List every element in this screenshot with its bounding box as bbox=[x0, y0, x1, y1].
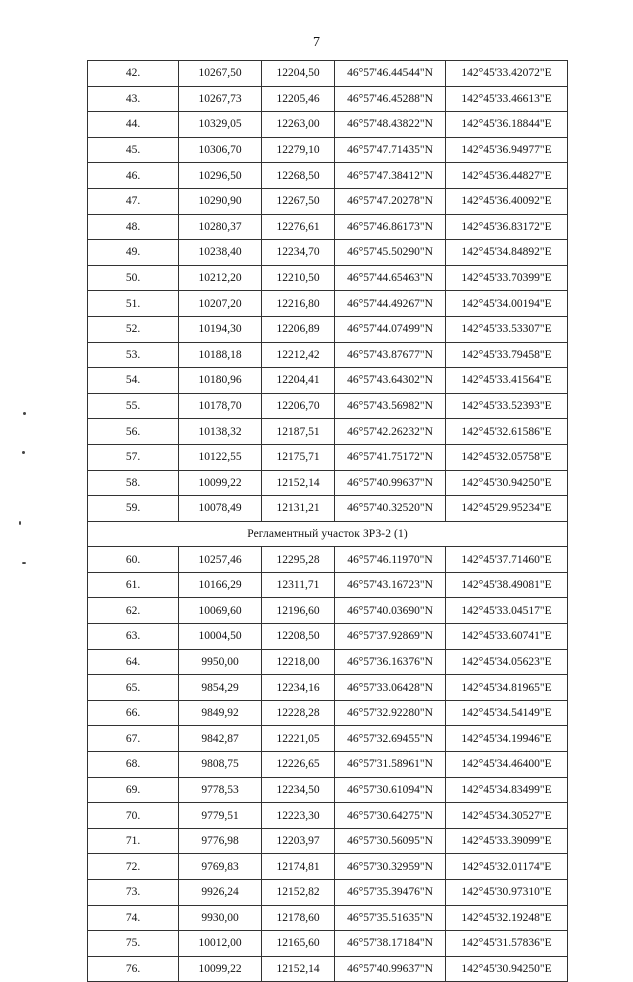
point-number-cell: 58. bbox=[88, 470, 179, 496]
table-row bbox=[88, 316, 568, 342]
table-row bbox=[88, 291, 568, 317]
x-coordinate-cell: 9926,24 bbox=[179, 880, 262, 906]
x-coordinate-cell: 9842,87 bbox=[179, 726, 262, 752]
point-number-cell: 61. bbox=[88, 572, 179, 598]
longitude-cell: 142°45'33.52393"E bbox=[446, 393, 568, 419]
y-coordinate-cell: 12234,70 bbox=[262, 240, 335, 266]
y-coordinate-cell: 12311,71 bbox=[262, 572, 335, 598]
point-number-cell: 54. bbox=[88, 368, 179, 394]
table-row bbox=[88, 931, 568, 957]
x-coordinate-cell: 10194,30 bbox=[179, 316, 262, 342]
point-number-cell: 51. bbox=[88, 291, 179, 317]
y-coordinate-cell: 12276,61 bbox=[262, 214, 335, 240]
y-coordinate-cell: 12196,60 bbox=[262, 598, 335, 624]
latitude-cell: 46°57'44.07499"N bbox=[335, 316, 446, 342]
table-row bbox=[88, 905, 568, 931]
point-number-cell: 43. bbox=[88, 86, 179, 112]
point-number-cell: 49. bbox=[88, 240, 179, 266]
longitude-cell: 142°45'34.81965"E bbox=[446, 675, 568, 701]
latitude-cell: 46°57'46.11970"N bbox=[335, 547, 446, 573]
longitude-cell: 142°45'36.40092"E bbox=[446, 188, 568, 214]
x-coordinate-cell: 10099,22 bbox=[179, 470, 262, 496]
table-row bbox=[88, 137, 568, 163]
y-coordinate-cell: 12152,82 bbox=[262, 880, 335, 906]
table-row bbox=[88, 777, 568, 803]
x-coordinate-cell: 10329,05 bbox=[179, 112, 262, 138]
table-row bbox=[88, 496, 568, 522]
x-coordinate-cell: 10069,60 bbox=[179, 598, 262, 624]
x-coordinate-cell: 10012,00 bbox=[179, 931, 262, 957]
y-coordinate-cell: 12174,81 bbox=[262, 854, 335, 880]
y-coordinate-cell: 12131,21 bbox=[262, 496, 335, 522]
y-coordinate-cell: 12203,97 bbox=[262, 828, 335, 854]
y-coordinate-cell: 12226,65 bbox=[262, 752, 335, 778]
x-coordinate-cell: 9854,29 bbox=[179, 675, 262, 701]
coordinates-table bbox=[87, 60, 568, 982]
coordinates-table-body-1 bbox=[88, 61, 568, 522]
table-row bbox=[88, 470, 568, 496]
table-row bbox=[88, 444, 568, 470]
longitude-cell: 142°45'37.71460"E bbox=[446, 547, 568, 573]
point-number-cell: 69. bbox=[88, 777, 179, 803]
longitude-cell: 142°45'30.94250"E bbox=[446, 470, 568, 496]
point-number-cell: 63. bbox=[88, 624, 179, 650]
y-coordinate-cell: 12234,50 bbox=[262, 777, 335, 803]
longitude-cell: 142°45'34.30527"E bbox=[446, 803, 568, 829]
longitude-cell: 142°45'34.46400"E bbox=[446, 752, 568, 778]
y-coordinate-cell: 12223,30 bbox=[262, 803, 335, 829]
point-number-cell: 46. bbox=[88, 163, 179, 189]
scan-artifact bbox=[22, 451, 25, 454]
latitude-cell: 46°57'40.99637"N bbox=[335, 956, 446, 982]
x-coordinate-cell: 10099,22 bbox=[179, 956, 262, 982]
page-number: 7 bbox=[313, 35, 320, 50]
x-coordinate-cell: 10238,40 bbox=[179, 240, 262, 266]
x-coordinate-cell: 10306,70 bbox=[179, 137, 262, 163]
y-coordinate-cell: 12152,14 bbox=[262, 956, 335, 982]
point-number-cell: 48. bbox=[88, 214, 179, 240]
point-number-cell: 52. bbox=[88, 316, 179, 342]
x-coordinate-cell: 10280,37 bbox=[179, 214, 262, 240]
latitude-cell: 46°57'38.17184"N bbox=[335, 931, 446, 957]
longitude-cell: 142°45'33.41564"E bbox=[446, 368, 568, 394]
latitude-cell: 46°57'48.43822"N bbox=[335, 112, 446, 138]
longitude-cell: 142°45'34.05623"E bbox=[446, 649, 568, 675]
x-coordinate-cell: 10212,20 bbox=[179, 265, 262, 291]
longitude-cell: 142°45'32.05758"E bbox=[446, 444, 568, 470]
y-coordinate-cell: 12221,05 bbox=[262, 726, 335, 752]
latitude-cell: 46°57'40.03690"N bbox=[335, 598, 446, 624]
section-header bbox=[88, 521, 568, 547]
latitude-cell: 46°57'30.61094"N bbox=[335, 777, 446, 803]
table-row bbox=[88, 598, 568, 624]
longitude-cell: 142°45'34.19946"E bbox=[446, 726, 568, 752]
latitude-cell: 46°57'30.56095"N bbox=[335, 828, 446, 854]
y-coordinate-cell: 12205,46 bbox=[262, 86, 335, 112]
point-number-cell: 72. bbox=[88, 854, 179, 880]
latitude-cell: 46°57'43.56982"N bbox=[335, 393, 446, 419]
section-header-row bbox=[88, 521, 568, 547]
x-coordinate-cell: 10122,55 bbox=[179, 444, 262, 470]
table-row bbox=[88, 854, 568, 880]
scan-artifact bbox=[23, 412, 26, 415]
longitude-cell: 142°45'34.84892"E bbox=[446, 240, 568, 266]
longitude-cell: 142°45'34.54149"E bbox=[446, 700, 568, 726]
y-coordinate-cell: 12165,60 bbox=[262, 931, 335, 957]
latitude-cell: 46°57'35.39476"N bbox=[335, 880, 446, 906]
y-coordinate-cell: 12234,16 bbox=[262, 675, 335, 701]
y-coordinate-cell: 12295,28 bbox=[262, 547, 335, 573]
point-number-cell: 56. bbox=[88, 419, 179, 445]
y-coordinate-cell: 12204,41 bbox=[262, 368, 335, 394]
point-number-cell: 71. bbox=[88, 828, 179, 854]
y-coordinate-cell: 12206,89 bbox=[262, 316, 335, 342]
latitude-cell: 46°57'47.20278"N bbox=[335, 188, 446, 214]
table-row bbox=[88, 726, 568, 752]
point-number-cell: 53. bbox=[88, 342, 179, 368]
latitude-cell: 46°57'43.87677"N bbox=[335, 342, 446, 368]
point-number-cell: 47. bbox=[88, 188, 179, 214]
table-row bbox=[88, 675, 568, 701]
x-coordinate-cell: 10178,70 bbox=[179, 393, 262, 419]
x-coordinate-cell: 10290,90 bbox=[179, 188, 262, 214]
latitude-cell: 46°57'31.58961"N bbox=[335, 752, 446, 778]
point-number-cell: 74. bbox=[88, 905, 179, 931]
longitude-cell: 142°45'36.44827"E bbox=[446, 163, 568, 189]
section-title: Регламентный участок ЗРЗ-2 (1) bbox=[88, 521, 568, 547]
table-row bbox=[88, 393, 568, 419]
table-row bbox=[88, 240, 568, 266]
longitude-cell: 142°45'33.53307"E bbox=[446, 316, 568, 342]
x-coordinate-cell: 9950,00 bbox=[179, 649, 262, 675]
latitude-cell: 46°57'37.92869"N bbox=[335, 624, 446, 650]
latitude-cell: 46°57'44.49267"N bbox=[335, 291, 446, 317]
longitude-cell: 142°45'34.00194"E bbox=[446, 291, 568, 317]
point-number-cell: 42. bbox=[88, 61, 179, 87]
latitude-cell: 46°57'33.06428"N bbox=[335, 675, 446, 701]
latitude-cell: 46°57'47.71435"N bbox=[335, 137, 446, 163]
latitude-cell: 46°57'46.45288"N bbox=[335, 86, 446, 112]
point-number-cell: 55. bbox=[88, 393, 179, 419]
table-row bbox=[88, 700, 568, 726]
longitude-cell: 142°45'33.70399"E bbox=[446, 265, 568, 291]
table-row bbox=[88, 214, 568, 240]
table-row bbox=[88, 61, 568, 87]
latitude-cell: 46°57'44.65463"N bbox=[335, 265, 446, 291]
table-row bbox=[88, 368, 568, 394]
x-coordinate-cell: 9849,92 bbox=[179, 700, 262, 726]
x-coordinate-cell: 10138,32 bbox=[179, 419, 262, 445]
x-coordinate-cell: 10257,46 bbox=[179, 547, 262, 573]
longitude-cell: 142°45'29.95234"E bbox=[446, 496, 568, 522]
point-number-cell: 59. bbox=[88, 496, 179, 522]
longitude-cell: 142°45'34.83499"E bbox=[446, 777, 568, 803]
x-coordinate-cell: 10296,50 bbox=[179, 163, 262, 189]
table-row bbox=[88, 828, 568, 854]
longitude-cell: 142°45'30.94250"E bbox=[446, 956, 568, 982]
coordinates-table-body-2 bbox=[88, 547, 568, 982]
y-coordinate-cell: 12208,50 bbox=[262, 624, 335, 650]
x-coordinate-cell: 10004,50 bbox=[179, 624, 262, 650]
latitude-cell: 46°57'30.64275"N bbox=[335, 803, 446, 829]
table-row bbox=[88, 86, 568, 112]
latitude-cell: 46°57'40.32520"N bbox=[335, 496, 446, 522]
x-coordinate-cell: 9808,75 bbox=[179, 752, 262, 778]
table-row bbox=[88, 547, 568, 573]
point-number-cell: 44. bbox=[88, 112, 179, 138]
table-row bbox=[88, 265, 568, 291]
point-number-cell: 62. bbox=[88, 598, 179, 624]
x-coordinate-cell: 10078,49 bbox=[179, 496, 262, 522]
table-row bbox=[88, 624, 568, 650]
x-coordinate-cell: 10267,50 bbox=[179, 61, 262, 87]
y-coordinate-cell: 12210,50 bbox=[262, 265, 335, 291]
point-number-cell: 75. bbox=[88, 931, 179, 957]
longitude-cell: 142°45'36.18844"E bbox=[446, 112, 568, 138]
latitude-cell: 46°57'43.64302"N bbox=[335, 368, 446, 394]
longitude-cell: 142°45'31.57836"E bbox=[446, 931, 568, 957]
table-row bbox=[88, 649, 568, 675]
longitude-cell: 142°45'32.61586"E bbox=[446, 419, 568, 445]
longitude-cell: 142°45'33.42072"E bbox=[446, 61, 568, 87]
latitude-cell: 46°57'45.50290"N bbox=[335, 240, 446, 266]
table-row bbox=[88, 956, 568, 982]
longitude-cell: 142°45'32.19248"E bbox=[446, 905, 568, 931]
table-row bbox=[88, 880, 568, 906]
point-number-cell: 57. bbox=[88, 444, 179, 470]
x-coordinate-cell: 9769,83 bbox=[179, 854, 262, 880]
latitude-cell: 46°57'35.51635"N bbox=[335, 905, 446, 931]
y-coordinate-cell: 12228,28 bbox=[262, 700, 335, 726]
y-coordinate-cell: 12175,71 bbox=[262, 444, 335, 470]
x-coordinate-cell: 9778,53 bbox=[179, 777, 262, 803]
x-coordinate-cell: 10207,20 bbox=[179, 291, 262, 317]
x-coordinate-cell: 10188,18 bbox=[179, 342, 262, 368]
y-coordinate-cell: 12267,50 bbox=[262, 188, 335, 214]
table-row bbox=[88, 419, 568, 445]
latitude-cell: 46°57'40.99637"N bbox=[335, 470, 446, 496]
x-coordinate-cell: 9779,51 bbox=[179, 803, 262, 829]
longitude-cell: 142°45'32.01174"E bbox=[446, 854, 568, 880]
y-coordinate-cell: 12204,50 bbox=[262, 61, 335, 87]
point-number-cell: 50. bbox=[88, 265, 179, 291]
table-row bbox=[88, 803, 568, 829]
point-number-cell: 60. bbox=[88, 547, 179, 573]
point-number-cell: 76. bbox=[88, 956, 179, 982]
latitude-cell: 46°57'43.16723"N bbox=[335, 572, 446, 598]
x-coordinate-cell: 10267,73 bbox=[179, 86, 262, 112]
longitude-cell: 142°45'33.04517"E bbox=[446, 598, 568, 624]
point-number-cell: 64. bbox=[88, 649, 179, 675]
point-number-cell: 67. bbox=[88, 726, 179, 752]
point-number-cell: 68. bbox=[88, 752, 179, 778]
latitude-cell: 46°57'47.38412"N bbox=[335, 163, 446, 189]
latitude-cell: 46°57'46.86173"N bbox=[335, 214, 446, 240]
latitude-cell: 46°57'30.32959"N bbox=[335, 854, 446, 880]
y-coordinate-cell: 12178,60 bbox=[262, 905, 335, 931]
point-number-cell: 65. bbox=[88, 675, 179, 701]
latitude-cell: 46°57'32.92280"N bbox=[335, 700, 446, 726]
point-number-cell: 45. bbox=[88, 137, 179, 163]
table-row bbox=[88, 163, 568, 189]
longitude-cell: 142°45'33.46613"E bbox=[446, 86, 568, 112]
longitude-cell: 142°45'33.79458"E bbox=[446, 342, 568, 368]
table-row bbox=[88, 112, 568, 138]
longitude-cell: 142°45'38.49081"E bbox=[446, 572, 568, 598]
table-row bbox=[88, 188, 568, 214]
point-number-cell: 66. bbox=[88, 700, 179, 726]
longitude-cell: 142°45'36.83172"E bbox=[446, 214, 568, 240]
longitude-cell: 142°45'36.94977"E bbox=[446, 137, 568, 163]
scan-artifact bbox=[22, 562, 26, 564]
y-coordinate-cell: 12263,00 bbox=[262, 112, 335, 138]
latitude-cell: 46°57'36.16376"N bbox=[335, 649, 446, 675]
y-coordinate-cell: 12212,42 bbox=[262, 342, 335, 368]
table-row bbox=[88, 752, 568, 778]
x-coordinate-cell: 9930,00 bbox=[179, 905, 262, 931]
latitude-cell: 46°57'46.44544"N bbox=[335, 61, 446, 87]
latitude-cell: 46°57'41.75172"N bbox=[335, 444, 446, 470]
y-coordinate-cell: 12152,14 bbox=[262, 470, 335, 496]
x-coordinate-cell: 10166,29 bbox=[179, 572, 262, 598]
latitude-cell: 46°57'32.69455"N bbox=[335, 726, 446, 752]
scan-artifact bbox=[19, 521, 21, 525]
y-coordinate-cell: 12187,51 bbox=[262, 419, 335, 445]
table-row bbox=[88, 342, 568, 368]
y-coordinate-cell: 12216,80 bbox=[262, 291, 335, 317]
x-coordinate-cell: 9776,98 bbox=[179, 828, 262, 854]
longitude-cell: 142°45'33.39099"E bbox=[446, 828, 568, 854]
table-row bbox=[88, 572, 568, 598]
point-number-cell: 70. bbox=[88, 803, 179, 829]
longitude-cell: 142°45'30.97310"E bbox=[446, 880, 568, 906]
y-coordinate-cell: 12268,50 bbox=[262, 163, 335, 189]
y-coordinate-cell: 12218,00 bbox=[262, 649, 335, 675]
longitude-cell: 142°45'33.60741"E bbox=[446, 624, 568, 650]
y-coordinate-cell: 12206,70 bbox=[262, 393, 335, 419]
x-coordinate-cell: 10180,96 bbox=[179, 368, 262, 394]
y-coordinate-cell: 12279,10 bbox=[262, 137, 335, 163]
latitude-cell: 46°57'42.26232"N bbox=[335, 419, 446, 445]
point-number-cell: 73. bbox=[88, 880, 179, 906]
